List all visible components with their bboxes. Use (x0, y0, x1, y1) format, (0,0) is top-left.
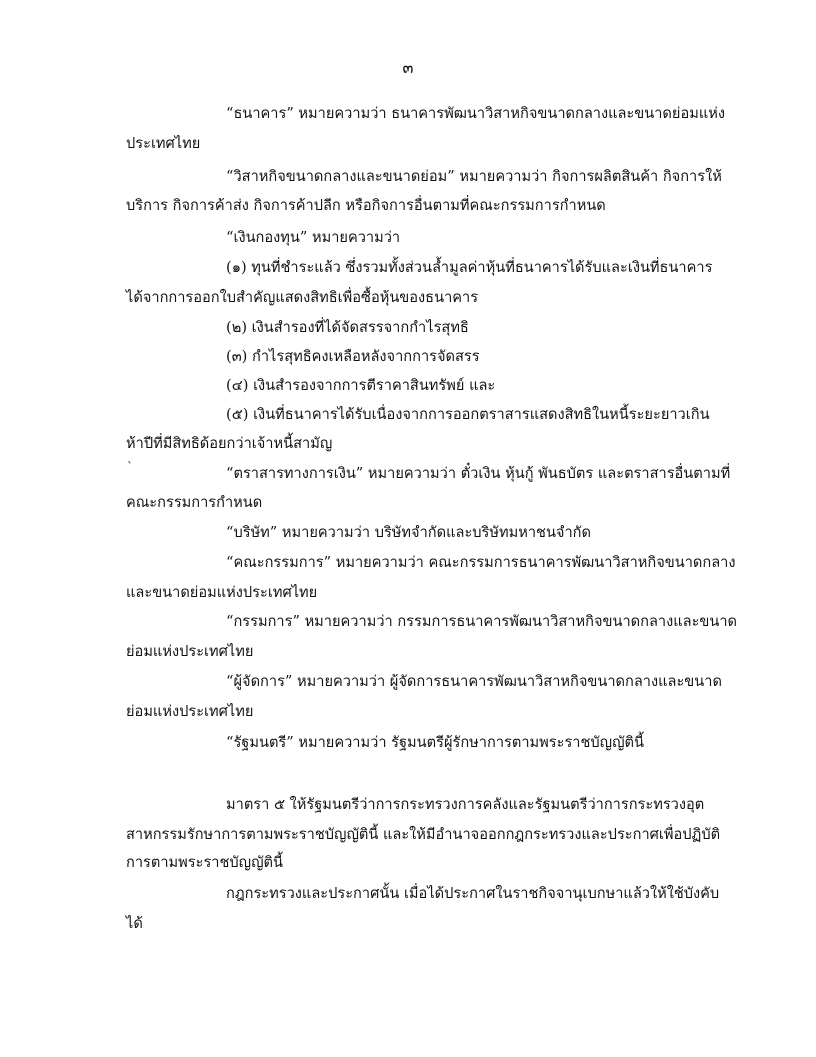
definition-bank-cont: ประเทศไทย (126, 135, 201, 152)
definition-manager: “ผู้จัดการ” หมายความว่า ผู้จัดการธนาคารพัฒนาวิสาหกิจขนาดกลางและขนาด (226, 673, 722, 690)
page-number: ๓ (402, 58, 414, 77)
definition-sme: “วิสาหกิจขนาดกลางและขนาดย่อม” หมายความว่า กิจการผลิตสินค้า กิจการให้ (226, 168, 722, 185)
definition-director-cont: ย่อมแห่งประเทศไทย (126, 643, 254, 660)
capital-item-5: (๕) เงินที่ธนาคารได้รับเนื่องจากการออกตราสารแสดงสิทธิในหนี้ระยะยาวเกิน (226, 406, 710, 423)
capital-item-4: (๔) เงินสำรองจากการตีราคาสินทรัพย์ และ (226, 377, 496, 394)
definition-board-cont: และขนาดย่อมแห่งประเทศไทย (126, 584, 318, 601)
definition-director: “กรรมการ” หมายความว่า กรรมการธนาคารพัฒนาวิสาหกิจขนาดกลางและขนาด (226, 613, 738, 630)
capital-item-1: (๑) ทุนที่ชำระแล้ว ซึ่งรวมทั้งส่วนล้ำมูลค่าหุ้นที่ธนาคารได้รับและเงินที่ธนาคาร (226, 259, 713, 276)
capital-item-5-cont: ห้าปีที่มีสิทธิด้อยกว่าเจ้าหนี้สามัญ (126, 435, 333, 452)
section-5-cont-2: การตามพระราชบัญญัตินี้ (126, 854, 283, 871)
definition-minister: “รัฐมนตรี” หมายความว่า รัฐมนตรีผู้รักษาการตามพระราชบัญญัตินี้ (226, 734, 644, 751)
definition-company: “บริษัท” หมายความว่า บริษัทจำกัดและบริษัทมหาชนจำกัด (226, 524, 591, 541)
definition-capital-fund: “เงินกองทุน” หมายความว่า (226, 229, 401, 246)
definition-board: “คณะกรรมการ” หมายความว่า คณะกรรมการธนาคารพัฒนาวิสาหกิจขนาดกลาง (226, 554, 736, 571)
definition-manager-cont: ย่อมแห่งประเทศไทย (126, 703, 254, 720)
capital-item-1-cont: ได้จากการออกใบสำคัญแสดงสิทธิเพื่อซื้อหุ้นของธนาคาร (126, 289, 479, 306)
definition-financial-instrument-cont: คณะกรรมการกำหนด (126, 494, 263, 511)
definition-financial-instrument: “ตราสารทางการเงิน” หมายความว่า ตั๋วเงิน หุ้นกู้ พันธบัตร และตราสารอื่นตามที่ (226, 465, 731, 482)
stray-mark: ` (127, 460, 133, 474)
section-5: มาตรา ๕ ให้รัฐมนตรีว่าการกระทรวงการคลังและรัฐมนตรีว่าการกระทรวงอุต (226, 796, 705, 813)
definition-bank: “ธนาคาร” หมายความว่า ธนาคารพัฒนาวิสาหกิจขนาดกลางและขนาดย่อมแห่ง (226, 105, 725, 122)
capital-item-2: (๒) เงินสำรองที่ได้จัดสรรจากกำไรสุทธิ (226, 319, 469, 336)
ministerial-regulation-clause: กฎกระทรวงและประกาศนั้น เมื่อได้ประกาศในราชกิจจานุเบกษาแล้วให้ใช้บังคับ (226, 885, 720, 902)
capital-item-3: (๓) กำไรสุทธิคงเหลือหลังจากการจัดสรร (226, 348, 480, 365)
definition-sme-cont: บริการ กิจการค้าส่ง กิจการค้าปลีก หรือกิจการอื่นตามที่คณะกรรมการกำหนด (126, 197, 606, 214)
ministerial-regulation-clause-cont: ได้ (126, 915, 143, 932)
section-5-cont: สาหกรรมรักษาการตามพระราชบัญญัตินี้ และให้มีอำนาจออกกฎกระทรวงและประกาศเพื่อปฏิบัติ (126, 826, 721, 843)
